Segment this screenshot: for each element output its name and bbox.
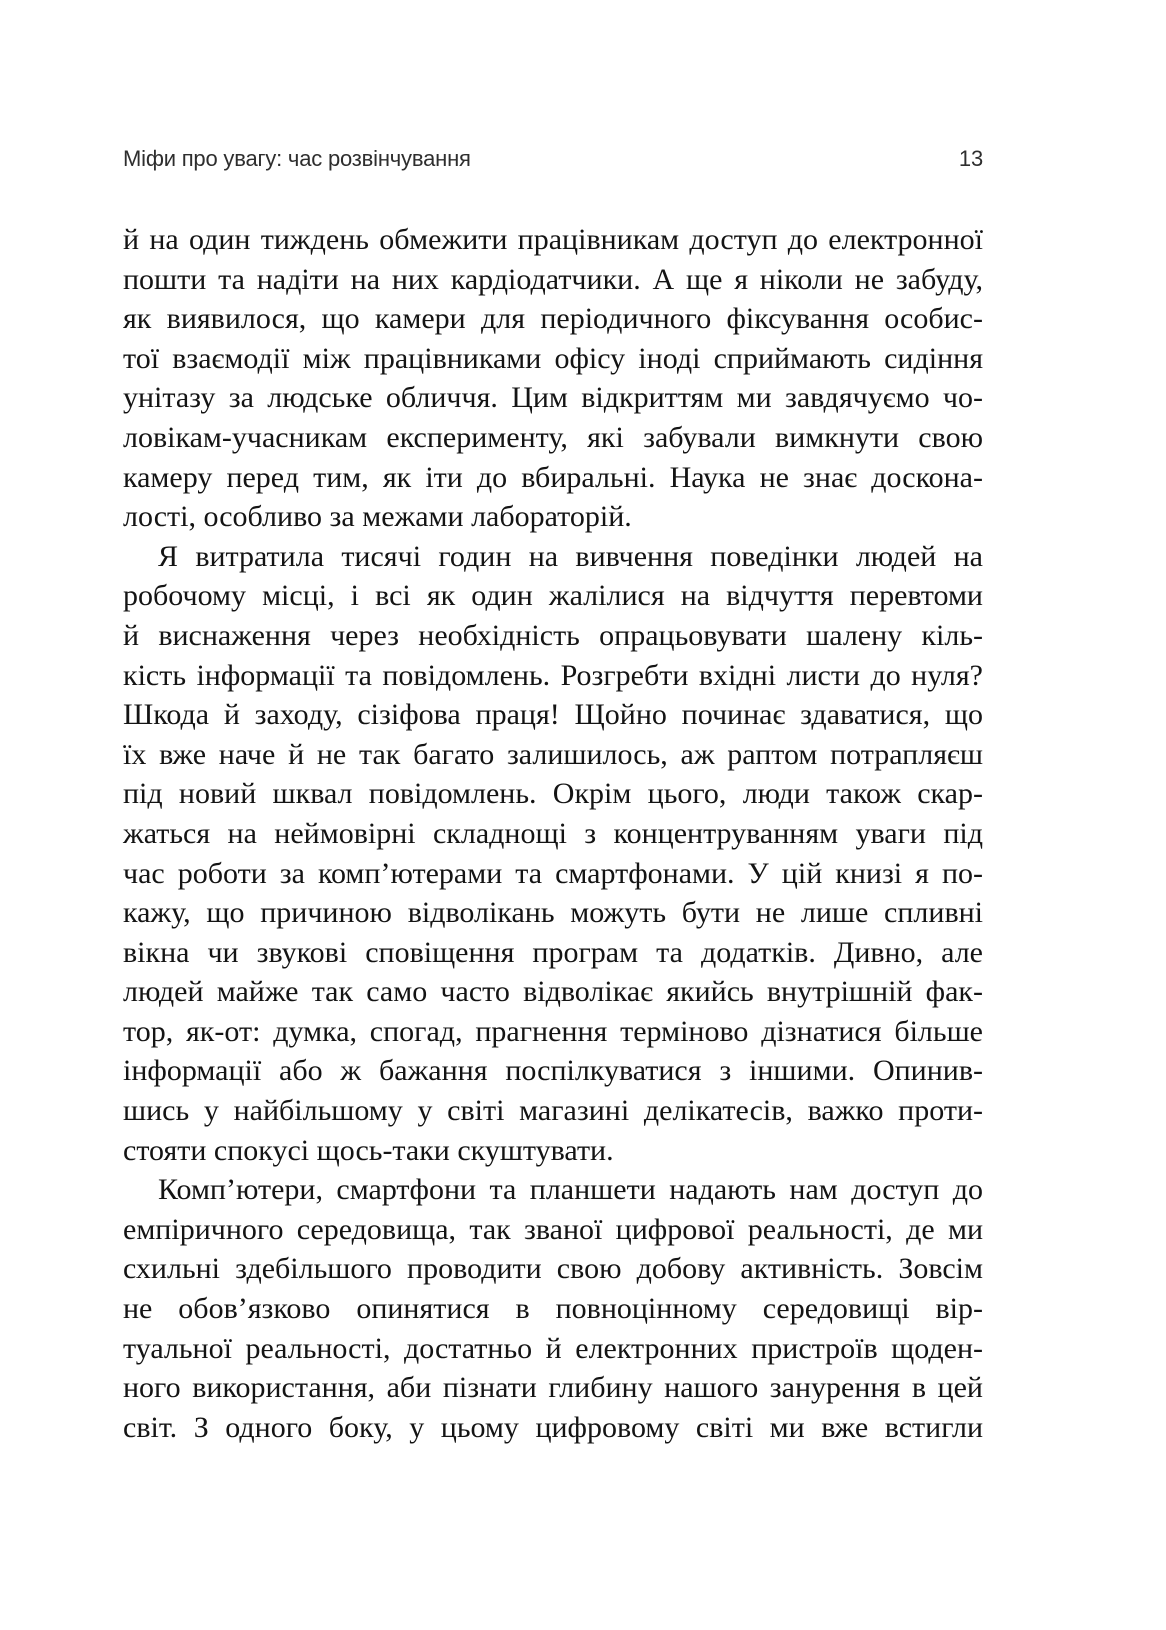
text-line: людей майже так само часто відволікає якийсь внутрішній фак- [123,975,983,1009]
text-line: кість інформації та повідомлень. Розгребти вхідні листи до нуля? [123,658,983,692]
text-line: унітазу за людське обличчя. Цим відкриттям ми завдячуємо чо- [123,381,983,415]
text-line: емпіричного середовища, так званої цифрової реальності, де ми [123,1212,983,1246]
running-title: Міфи про увагу: час розвінчування [123,146,471,171]
text-line: Комп’ютери, смартфони та планшети надають нам доступ до [158,1173,983,1207]
text-line: туальної реальності, достатньо й електронних пристроїв щоден- [123,1331,983,1365]
text-line: кажу, що причиною відволікань можуть бути не лише спливні [123,896,983,930]
text-line: робочому місці, і всі як один жалілися на відчуття перевтоми [123,579,983,613]
text-line: під новий шквал повідомлень. Окрім цього, люди також скар- [123,777,983,811]
text-line: тої взаємодії між працівниками офісу іноді сприймають сидіння [123,341,983,375]
text-line: Я витратила тисячі годин на вивчення поведінки людей на [158,539,983,573]
text-line: Шкода й заходу, сізіфова праця! Щойно починає здаватися, що [123,698,983,732]
text-line: як виявилося, що камери для періодичного фіксування особис- [123,302,983,336]
paragraph [123,220,983,537]
text-line: й виснаження через необхідність опрацьовувати шалену кіль- [123,618,983,652]
text-line: жаться на неймовірні складнощі з концентруванням уваги під [123,816,983,850]
text-line: пошти та надіти на них кардіодатчики. А ще я ніколи не забуду, [123,262,983,296]
text-line: інформації або ж бажання поспілкуватися з іншими. Опинив- [123,1054,983,1088]
text-line: ловікам-учасникам експерименту, які забували вимкнути свою [123,420,983,454]
text-line: ного використання, аби пізнати глибину нашого занурення в цей [123,1371,983,1405]
text-line: час роботи за комп’ютерами та смартфонами. У цій книзі я по- [123,856,983,890]
text-line: камеру перед тим, як іти до вбиральні. Наука не знає доскона- [123,460,983,494]
page-header [123,146,983,172]
text-line: не обов’язково опинятися в повноцінному середовищі вір- [123,1292,983,1326]
page-number: 13 [958,146,983,171]
text-line: стояти спокусі щось-таки скуштувати. [123,1133,614,1167]
body-text [123,220,983,1447]
text-line: лості, особливо за межами лабораторій. [123,500,632,534]
text-line: їх вже наче й не так багато залишилось, аж раптом потрапляєш [123,737,983,771]
paragraph [123,537,983,1171]
text-line: схильні здебільшого проводити свою добову активність. Зовсім [123,1252,983,1286]
text-line: шись у найбільшому у світі магазині делікатесів, важко проти- [123,1094,983,1128]
text-line: вікна чи звукові сповіщення програм та додатків. Дивно, але [123,935,983,969]
text-line: світ. З одного боку, у цьому цифровому світі ми вже встигли [123,1410,983,1444]
text-line: й на один тиждень обмежити працівникам доступ до електронної [123,223,983,256]
paragraph [123,1170,983,1447]
text-line: тор, як-от: думка, спогад, прагнення терміново дізнатися більше [123,1014,983,1048]
